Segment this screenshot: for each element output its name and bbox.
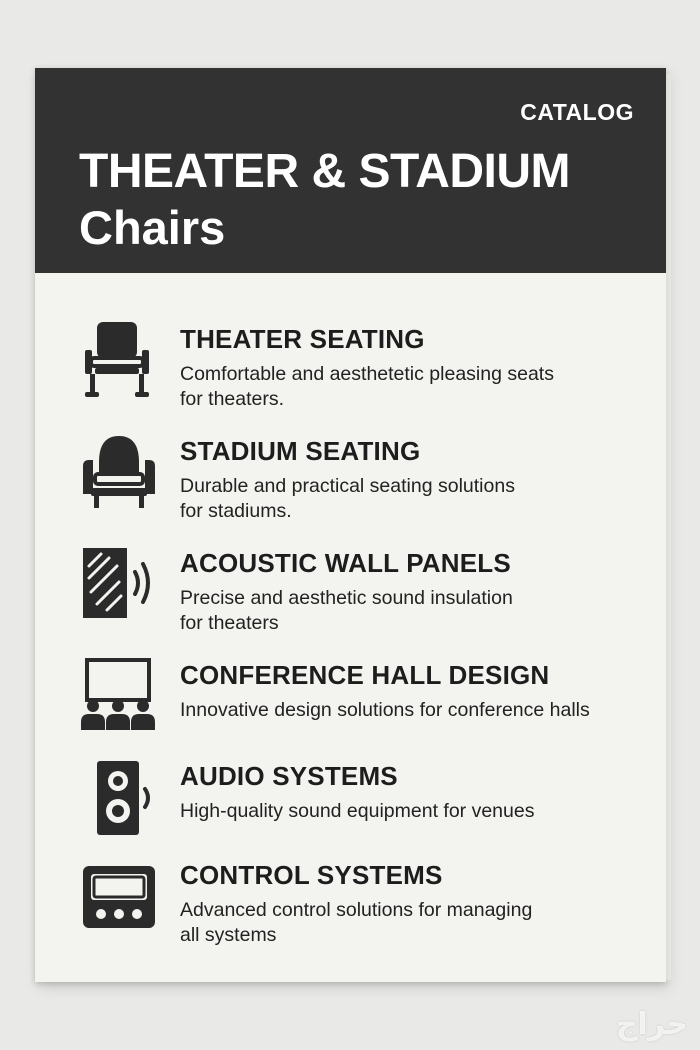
item-description: Advanced control solutions for managing all systems <box>180 899 533 946</box>
item-description: Durable and practical seating solutions for stadiums. <box>180 475 515 522</box>
cover-subtitle: Chairs <box>79 201 226 254</box>
cover-title: THEATER & STADIUM <box>79 145 571 198</box>
item-title: CONFERENCE HALL DESIGN <box>180 660 550 690</box>
stadium-seat-icon <box>79 432 159 512</box>
item-title: THEATER SEATING <box>180 324 425 354</box>
item-description: Innovative design solutions for conference halls <box>180 699 590 721</box>
item-title: STADIUM SEATING <box>180 436 421 466</box>
item-description: High-quality sound equipment for venues <box>180 800 535 822</box>
speaker-icon <box>79 759 159 839</box>
theater-seat-icon <box>79 320 159 400</box>
item-title: ACOUSTIC WALL PANELS <box>180 548 511 578</box>
item-description: Precise and aesthetic sound insulation for theaters <box>180 587 513 634</box>
cover-header <box>35 68 666 273</box>
item-title: CONTROL SYSTEMS <box>180 860 443 890</box>
site-watermark: حراج <box>615 1008 688 1041</box>
item-description: Comfortable and aesthetetic pleasing seats for theaters. <box>180 363 554 410</box>
conference-hall-icon <box>79 656 159 736</box>
catalog-cover <box>35 68 666 982</box>
acoustic-panel-icon <box>79 544 159 624</box>
catalog-label: CATALOG <box>520 99 634 125</box>
item-title: AUDIO SYSTEMS <box>180 761 398 791</box>
control-panel-icon <box>79 862 159 942</box>
